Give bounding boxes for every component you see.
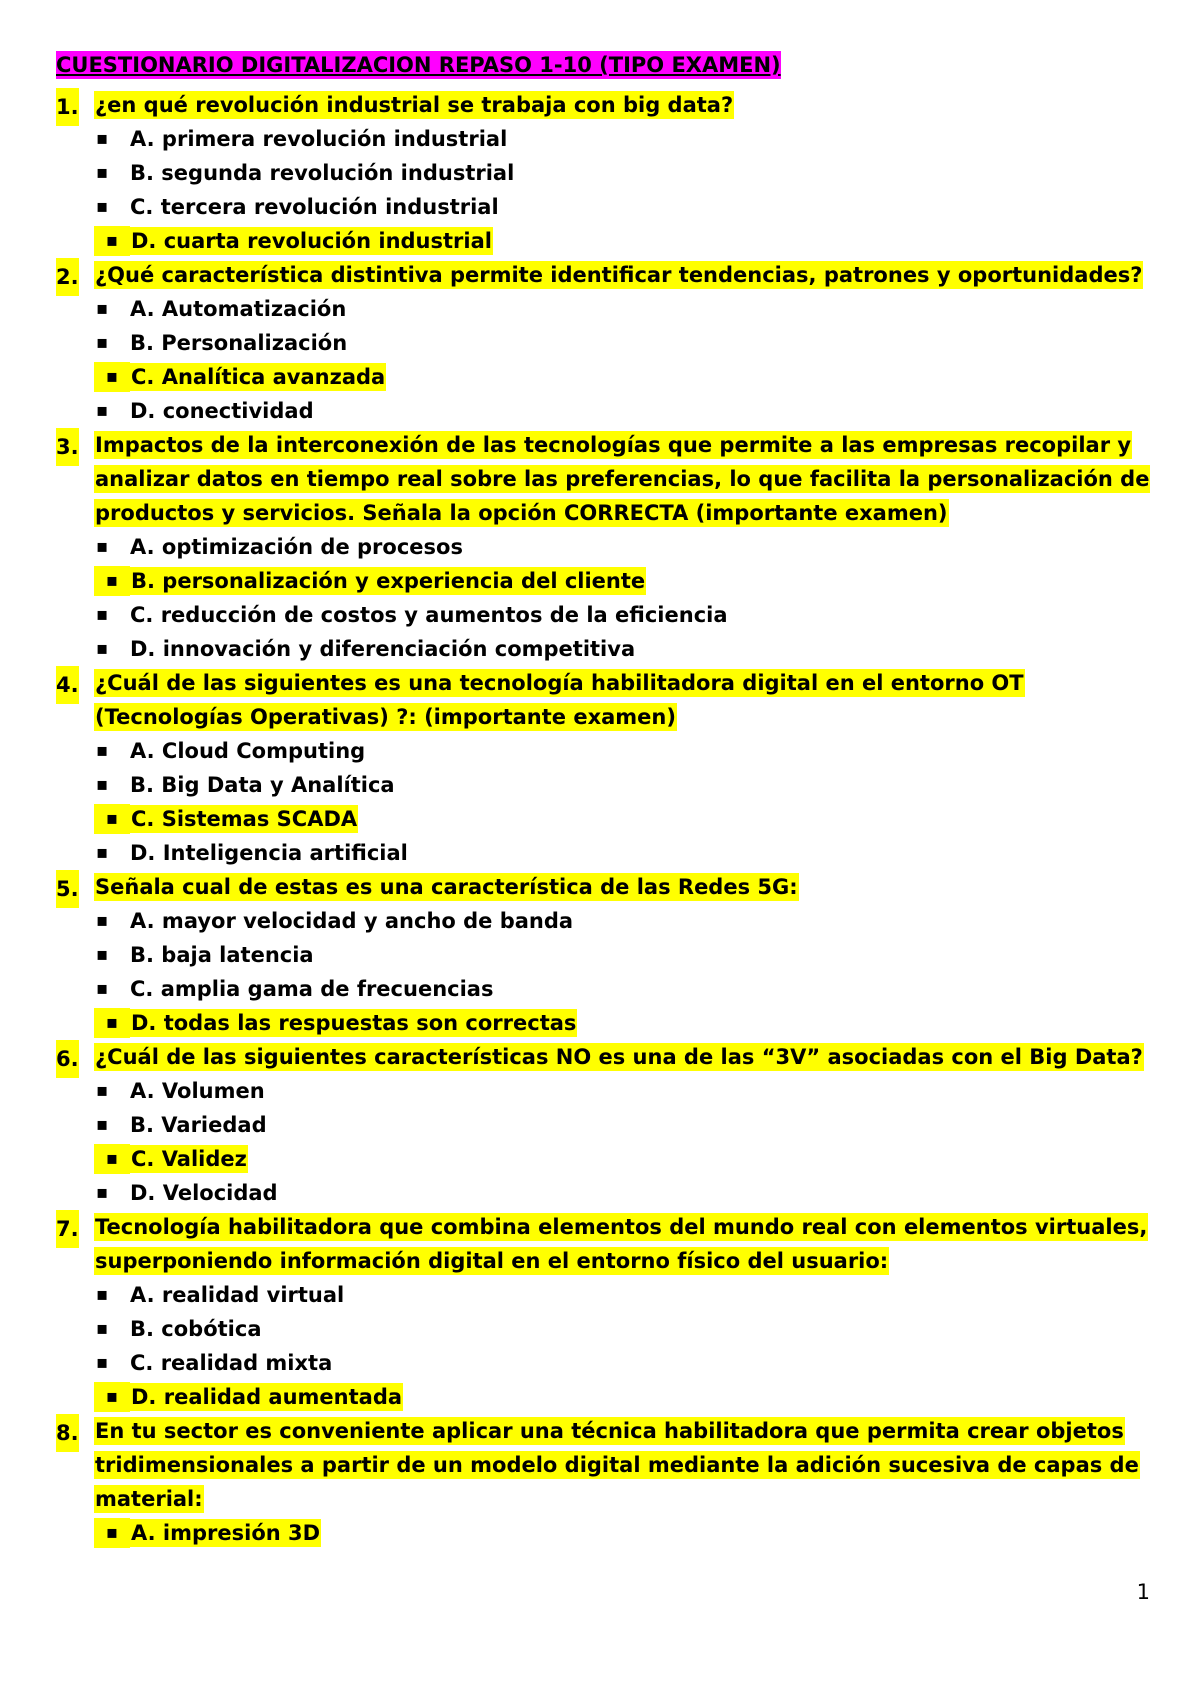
question-number: 7. <box>56 1210 79 1248</box>
bullet-icon: ▪ <box>94 566 130 596</box>
question-1 <box>56 88 1156 258</box>
question-8 <box>56 1414 1156 1550</box>
bullet-icon: ▪ <box>96 536 109 557</box>
option-text: C. Sistemas SCADA <box>131 807 358 831</box>
option-text: A. realidad virtual <box>130 1283 345 1307</box>
question-text-block <box>56 428 1156 530</box>
answer-option <box>56 938 1156 972</box>
answer-option <box>56 156 1156 190</box>
question-text: En tu sector es conveniente aplicar una técnica habilitadora que permita crear objetos tridimensionales a partir de un modelo digital mediante la adición sucesiva de capas de material: <box>95 1419 1139 1511</box>
bullet-icon: ▪ <box>96 910 109 931</box>
bullet-icon: ▪ <box>94 1144 130 1174</box>
option-list <box>56 1074 1156 1210</box>
correct-answer-option <box>56 1380 1156 1414</box>
option-text: C. tercera revolución industrial <box>130 195 499 219</box>
correct-answer-option <box>56 564 1156 598</box>
question-text: Tecnología habilitadora que combina elementos del mundo real con elementos virtuales, superponiendo información digital en el entorno físico del usuario: <box>95 1215 1148 1273</box>
answer-option <box>56 1176 1156 1210</box>
bullet-icon: ▪ <box>96 1114 109 1135</box>
question-number: 2. <box>56 258 79 296</box>
question-text: ¿Cuál de las siguientes características NO es una de las “3V” asociadas con el Big Data? <box>95 1045 1143 1069</box>
option-text: C. amplia gama de frecuencias <box>130 977 494 1001</box>
option-text: C. reducción de costos y aumentos de la eficiencia <box>130 603 728 627</box>
question-5 <box>56 870 1156 1040</box>
question-number: 8. <box>56 1414 79 1452</box>
option-text: C. Validez <box>131 1147 247 1171</box>
question-2 <box>56 258 1156 428</box>
answer-option <box>56 598 1156 632</box>
option-text: B. Personalización <box>130 331 348 355</box>
bullet-icon: ▪ <box>96 196 109 217</box>
bullet-icon: ▪ <box>94 1382 130 1412</box>
bullet-icon: ▪ <box>96 842 109 863</box>
question-text: Impactos de la interconexión de las tecnologías que permite a las empresas recopilar y analizar datos en tiempo real sobre las preferencias, lo que facilita la personalización de productos y servicios. Señala la opción CORRECTA (importante examen) <box>95 433 1150 525</box>
correct-answer-option <box>56 1516 1156 1550</box>
answer-option <box>56 1278 1156 1312</box>
option-text: D. cuarta revolución industrial <box>131 229 492 253</box>
bullet-icon: ▪ <box>96 1284 109 1305</box>
correct-answer-option <box>56 802 1156 836</box>
question-number: 3. <box>56 428 79 466</box>
correct-answer-option <box>56 224 1156 258</box>
answer-option <box>56 972 1156 1006</box>
question-text: ¿en qué revolución industrial se trabaja con big data? <box>95 93 734 117</box>
option-text: B. baja latencia <box>130 943 314 967</box>
question-text-block <box>56 1040 1156 1074</box>
question-number: 5. <box>56 870 79 908</box>
correct-answer-option <box>56 1142 1156 1176</box>
answer-option <box>56 768 1156 802</box>
bullet-icon: ▪ <box>96 638 109 659</box>
question-7 <box>56 1210 1156 1414</box>
question-text-block <box>56 1210 1156 1278</box>
bullet-icon: ▪ <box>96 128 109 149</box>
answer-option <box>56 632 1156 666</box>
question-6 <box>56 1040 1156 1210</box>
option-text: B. Big Data y Analítica <box>130 773 395 797</box>
answer-option <box>56 1312 1156 1346</box>
option-text: D. realidad aumentada <box>131 1385 403 1409</box>
option-list <box>56 292 1156 428</box>
option-text: D. Inteligencia artificial <box>130 841 408 865</box>
option-text: B. cobótica <box>130 1317 262 1341</box>
option-list <box>56 1516 1156 1550</box>
question-number: 6. <box>56 1040 79 1078</box>
option-text: B. segunda revolución industrial <box>130 161 515 185</box>
bullet-icon: ▪ <box>96 298 109 319</box>
option-text: A. Volumen <box>130 1079 265 1103</box>
document-title-wrap <box>56 50 781 80</box>
correct-answer-option <box>56 360 1156 394</box>
answer-option <box>56 394 1156 428</box>
answer-option <box>56 1074 1156 1108</box>
option-list <box>56 530 1156 666</box>
bullet-icon: ▪ <box>96 400 109 421</box>
correct-answer-option <box>56 1006 1156 1040</box>
answer-option <box>56 904 1156 938</box>
option-list <box>56 904 1156 1040</box>
option-text: A. impresión 3D <box>131 1521 321 1545</box>
option-list <box>56 1278 1156 1414</box>
question-list <box>56 88 1156 1550</box>
question-number: 4. <box>56 666 79 704</box>
option-text: D. todas las respuestas son correctas <box>131 1011 577 1035</box>
option-text: D. conectividad <box>130 399 314 423</box>
bullet-icon: ▪ <box>94 1518 130 1548</box>
answer-option <box>56 326 1156 360</box>
answer-option <box>56 734 1156 768</box>
question-text-block <box>56 666 1156 734</box>
question-text-block <box>56 88 1156 122</box>
answer-option <box>56 292 1156 326</box>
question-number: 1. <box>56 88 79 126</box>
page-number: 1 <box>1136 1580 1150 1604</box>
bullet-icon: ▪ <box>96 978 109 999</box>
question-text-block <box>56 258 1156 292</box>
question-3 <box>56 428 1156 666</box>
bullet-icon: ▪ <box>96 332 109 353</box>
bullet-icon: ▪ <box>96 1080 109 1101</box>
bullet-icon: ▪ <box>96 604 109 625</box>
option-text: A. primera revolución industrial <box>130 127 508 151</box>
bullet-icon: ▪ <box>94 1008 130 1038</box>
answer-option <box>56 190 1156 224</box>
option-text: D. innovación y diferenciación competitiva <box>130 637 636 661</box>
question-text: ¿Cuál de las siguientes es una tecnología habilitadora digital en el entorno OT (Tecnologías Operativas) ?: (importante examen) <box>95 671 1024 729</box>
question-4 <box>56 666 1156 870</box>
bullet-icon: ▪ <box>96 162 109 183</box>
answer-option <box>56 530 1156 564</box>
bullet-icon: ▪ <box>96 944 109 965</box>
question-text: Señala cual de estas es una característica de las Redes 5G: <box>95 875 798 899</box>
question-text-block <box>56 1414 1156 1516</box>
option-list <box>56 734 1156 870</box>
answer-option <box>56 122 1156 156</box>
answer-option <box>56 1346 1156 1380</box>
option-text: A. mayor velocidad y ancho de banda <box>130 909 574 933</box>
bullet-icon: ▪ <box>96 1352 109 1373</box>
option-text: A. Automatización <box>130 297 347 321</box>
answer-option <box>56 1108 1156 1142</box>
option-text: B. personalización y experiencia del cliente <box>131 569 646 593</box>
bullet-icon: ▪ <box>96 1318 109 1339</box>
option-text: C. Analítica avanzada <box>131 365 386 389</box>
option-text: C. realidad mixta <box>130 1351 333 1375</box>
answer-option <box>56 836 1156 870</box>
bullet-icon: ▪ <box>94 226 130 256</box>
bullet-icon: ▪ <box>96 740 109 761</box>
option-list <box>56 122 1156 258</box>
question-text-block <box>56 870 1156 904</box>
option-text: D. Velocidad <box>130 1181 278 1205</box>
bullet-icon: ▪ <box>94 804 130 834</box>
document-title: CUESTIONARIO DIGITALIZACION REPASO 1-10 (TIPO EXAMEN) <box>56 53 781 77</box>
option-text: A. optimización de procesos <box>130 535 463 559</box>
option-text: B. Variedad <box>130 1113 267 1137</box>
bullet-icon: ▪ <box>94 362 130 392</box>
question-text: ¿Qué característica distintiva permite identificar tendencias, patrones y oportunidades? <box>95 263 1143 287</box>
bullet-icon: ▪ <box>96 1182 109 1203</box>
option-text: A. Cloud Computing <box>130 739 366 763</box>
bullet-icon: ▪ <box>96 774 109 795</box>
